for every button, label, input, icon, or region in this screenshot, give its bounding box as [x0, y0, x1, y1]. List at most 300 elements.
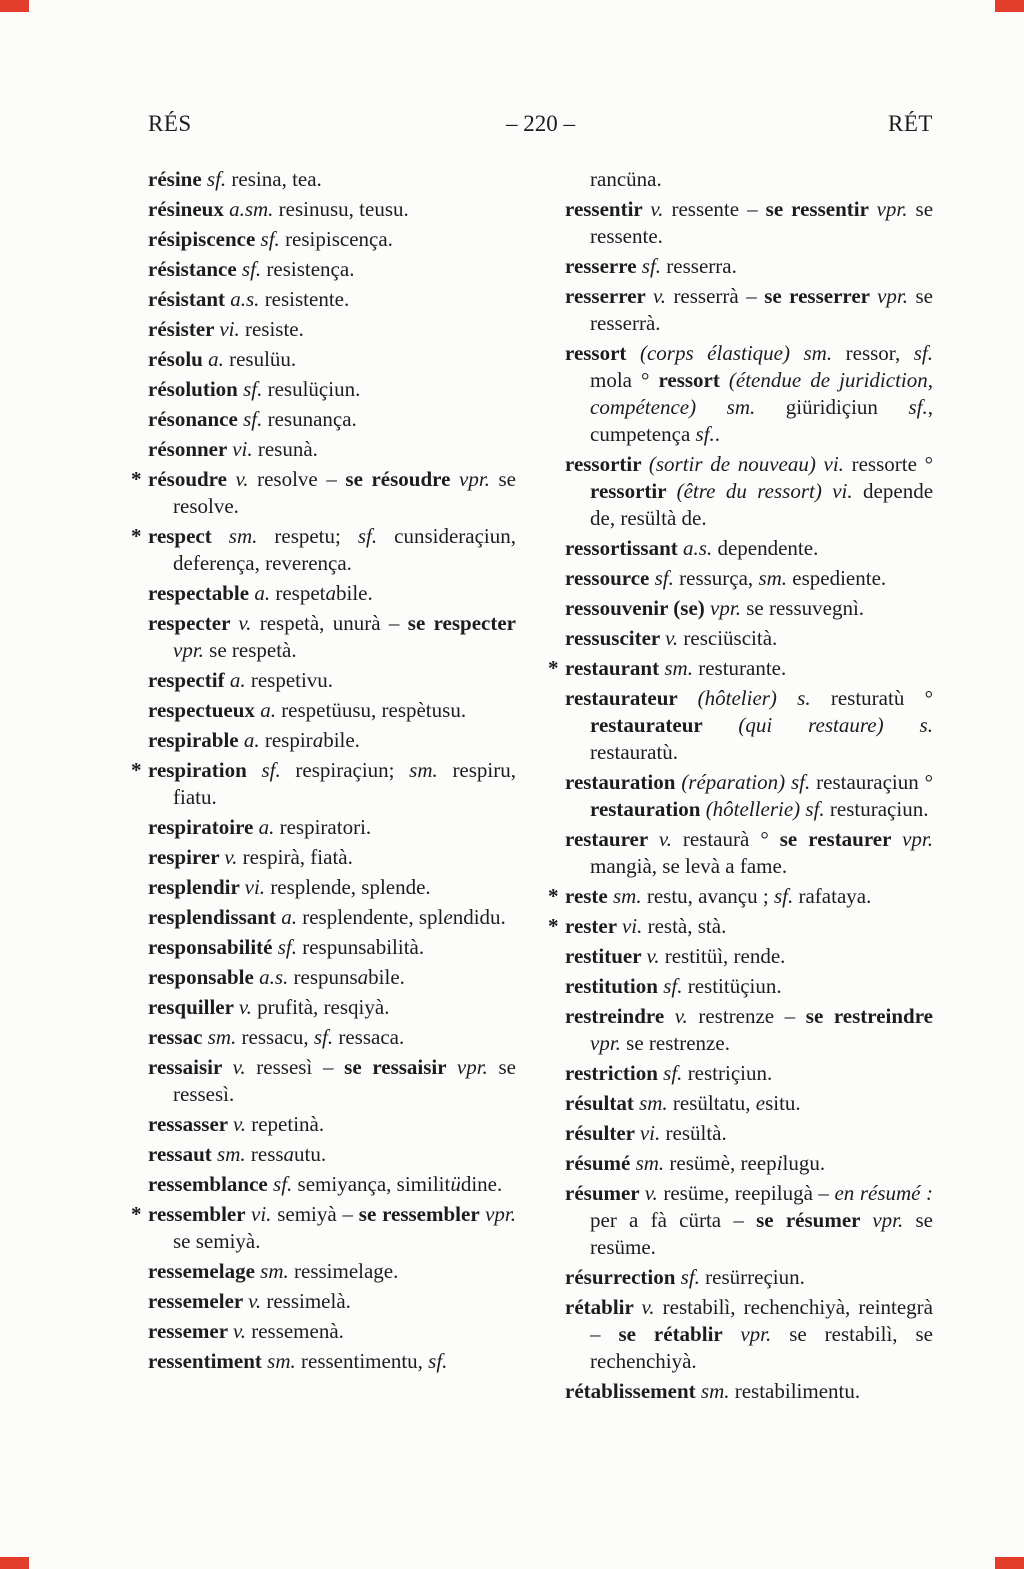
dictionary-entry	[565, 196, 933, 250]
dictionary-entry	[148, 697, 516, 724]
dictionary-entry	[148, 994, 516, 1021]
headword-text: ressemblance	[148, 1172, 274, 1196]
translation-text: resserrà –	[673, 284, 765, 308]
headword-text: ressaut	[148, 1142, 218, 1166]
dictionary-entry	[148, 1024, 516, 1051]
grammar-tag: v.	[238, 611, 260, 635]
headword-text: ressasser	[148, 1112, 233, 1136]
headword-text: restituer	[565, 944, 647, 968]
grammar-tag: a	[283, 1142, 295, 1166]
dictionary-entry	[565, 1120, 933, 1147]
corner-registration-mark-top-left	[0, 0, 29, 12]
dictionary-entry	[148, 346, 516, 373]
translation-text: restauraçiun °	[816, 770, 934, 794]
grammar-tag: v.	[232, 1319, 252, 1343]
translation-text: resturante.	[698, 656, 787, 680]
headword-text: rétablir	[565, 1295, 642, 1319]
translation-text: lugu.	[782, 1151, 826, 1175]
dictionary-entry	[148, 226, 516, 253]
translation-text: resulüçiun.	[267, 377, 361, 401]
dictionary-entry	[565, 625, 933, 652]
headword-text: résolution	[148, 377, 244, 401]
grammar-tag: vpr.	[590, 1031, 627, 1055]
dictionary-entry	[148, 1171, 516, 1198]
dictionary-entry	[148, 667, 516, 694]
grammar-tag: sf.	[913, 341, 934, 365]
translation-text: respetüusu, respètusu.	[281, 698, 467, 722]
translation-text: se resserrà.	[590, 284, 933, 335]
grammar-tag: vpr.	[173, 638, 210, 662]
dictionary-entry	[148, 166, 516, 193]
translation-text: rancüna.	[590, 167, 662, 191]
corner-registration-mark-bottom-left	[0, 1557, 29, 1569]
headword-text: respecter	[148, 611, 239, 635]
headword-text: ressaisir	[148, 1055, 233, 1079]
translation-text: restà, stà.	[647, 914, 727, 938]
grammar-tag: (qui restaure) s.	[738, 713, 933, 737]
dictionary-entry	[148, 1141, 516, 1168]
headword-text: restitution	[565, 974, 664, 998]
grammar-tag: v.	[646, 944, 665, 968]
grammar-tag: a.	[258, 815, 280, 839]
translation-text: , cumpetença	[590, 395, 933, 446]
translation-text: se resolve.	[173, 467, 516, 518]
headword-text: respirer	[148, 845, 225, 869]
grammar-tag: vpr.	[877, 284, 916, 308]
grammar-tag: sf.	[357, 524, 395, 548]
translation-text: utu.	[294, 1142, 327, 1166]
dictionary-entry	[131, 523, 516, 577]
dictionary-entry	[148, 1288, 516, 1315]
dictionary-entry	[565, 826, 933, 880]
headword-text: ressembler	[148, 1202, 251, 1226]
headword-text: rétablissement	[565, 1379, 701, 1403]
headword-text: résulter	[565, 1121, 640, 1145]
translation-text: resunança.	[267, 407, 357, 431]
translation-text: respetà, unurà –	[259, 611, 408, 635]
grammar-tag: sm.	[260, 1259, 294, 1283]
grammar-tag: a	[357, 965, 369, 989]
translation-text: resistença.	[266, 257, 355, 281]
guide-word-left: RÉS	[148, 111, 192, 136]
grammar-tag: sf.	[663, 1061, 688, 1085]
translation-text: resplende, splende.	[270, 875, 431, 899]
headword-text: respectable	[148, 581, 255, 605]
grammar-tag: v.	[641, 1295, 663, 1319]
translation-text: restitüì, rende.	[664, 944, 786, 968]
headword-text: résurrection	[565, 1265, 681, 1289]
headword-text: ressouvenir (se)	[565, 596, 711, 620]
headword-text: ressac	[148, 1025, 208, 1049]
translation-text: ressorte °	[851, 452, 933, 476]
headword-text: se restreindre	[805, 1004, 934, 1028]
headword-text: respectueux	[148, 698, 261, 722]
grammar-tag: sm.	[217, 1142, 251, 1166]
headword-text: se ressembler	[358, 1202, 486, 1226]
translation-text: respiru, fiatu.	[173, 758, 517, 809]
headword-text: se ressentir	[765, 197, 877, 221]
translation-text: bile.	[368, 965, 405, 989]
grammar-tag: a.s.	[259, 965, 294, 989]
headword-text: rester	[565, 914, 622, 938]
grammar-tag: a.sm.	[229, 197, 279, 221]
headword-text: résonance	[148, 407, 244, 431]
translation-text: dependente.	[717, 536, 819, 560]
translation-text: respir	[264, 728, 313, 752]
translation-text: respet	[275, 581, 326, 605]
translation-text: restabilì, rechenchiyà, reintegrà –	[590, 1295, 933, 1346]
grammar-tag: sf.	[206, 167, 232, 191]
dictionary-entry	[565, 283, 933, 337]
dictionary-entry	[148, 1258, 516, 1285]
headword-text: ressentir	[565, 197, 651, 221]
translation-text: mola °	[590, 368, 659, 392]
dictionary-entry	[148, 256, 516, 283]
grammar-tag: sf.	[277, 935, 303, 959]
translation-text: semiyança, similit	[297, 1172, 451, 1196]
page-number: – 220 –	[506, 111, 575, 136]
grammar-tag: vpr.	[902, 827, 934, 851]
headword-text: résolu	[148, 347, 209, 371]
translation-text: resürreçiun.	[705, 1265, 805, 1289]
grammar-tag: en résumé :	[834, 1181, 934, 1205]
dictionary-entry	[565, 595, 933, 622]
translation-text: resistente.	[264, 287, 350, 311]
translation-text: se ressente.	[590, 197, 934, 248]
headword-text: ressort	[565, 341, 640, 365]
grammar-tag: v.	[238, 995, 258, 1019]
grammar-tag: sf.	[908, 395, 928, 419]
translation-text: resturatù °	[830, 686, 933, 710]
headword-text: se resserrer	[764, 284, 878, 308]
grammar-tag: sf.	[243, 377, 268, 401]
grammar-tag: a	[325, 581, 336, 605]
dictionary-entry	[565, 1378, 933, 1405]
translation-text: ressente –	[671, 197, 766, 221]
translation-text: depende de, resültà de.	[590, 479, 934, 530]
translation-text: resipiscença.	[285, 227, 393, 251]
headword-text: restaurant	[565, 656, 665, 680]
headword-text: résonner	[148, 437, 233, 461]
grammar-tag: sf.	[428, 1349, 448, 1373]
translation-text: restitüçiun.	[687, 974, 782, 998]
grammar-tag: (étendue de juridiction, compétence) sm.	[590, 368, 933, 419]
headword-text: restauration	[590, 797, 706, 821]
headword-text: responsable	[148, 965, 260, 989]
headword-text: restauration	[565, 770, 682, 794]
translation-text: ressemenà.	[251, 1319, 344, 1343]
headword-text: restaurateur	[565, 686, 698, 710]
headword-text: se respecter	[407, 611, 517, 635]
dictionary-entry	[565, 973, 933, 1000]
translation-text: resiste.	[244, 317, 304, 341]
dictionary-entry	[148, 610, 516, 664]
dictionary-entry	[148, 1054, 516, 1108]
dictionary-entry	[148, 844, 516, 871]
grammar-tag: a.	[254, 581, 276, 605]
dictionary-entry	[131, 466, 516, 520]
grammar-tag: vpr.	[740, 1322, 790, 1346]
headword-text: résumer	[565, 1181, 645, 1205]
grammar-tag: sf.	[313, 1025, 339, 1049]
grammar-tag: sm.	[207, 1025, 242, 1049]
dictionary-entry	[148, 316, 516, 343]
grammar-tag: v.	[232, 1112, 252, 1136]
grammar-tag: a.s.	[683, 536, 718, 560]
grammar-tag: sm.	[758, 566, 793, 590]
guide-word-right: RÉT	[888, 111, 933, 136]
dictionary-entry	[565, 1090, 933, 1117]
dictionary-entry	[131, 1201, 516, 1255]
headword-text: se restaurer	[779, 827, 903, 851]
headword-text: résipiscence	[148, 227, 261, 251]
grammar-tag: vpr.	[459, 467, 499, 491]
grammar-tag: v.	[232, 1055, 257, 1079]
headword-text: ressemeler	[148, 1289, 249, 1313]
grammar-tag: v.	[644, 1181, 664, 1205]
grammar-tag: sf.	[680, 1265, 706, 1289]
translation-text: resserra.	[666, 254, 737, 278]
grammar-tag: ü	[450, 1172, 461, 1196]
translation-text: restaurà °	[682, 827, 780, 851]
grammar-tag: vi.	[219, 317, 245, 341]
translation-text: resturaçiun.	[829, 797, 929, 821]
asterisk-marker: *	[131, 524, 142, 548]
translation-text: respuns	[293, 965, 358, 989]
grammar-tag: e	[755, 1091, 766, 1115]
grammar-tag: vi.	[639, 1121, 666, 1145]
grammar-tag: v.	[674, 1004, 699, 1028]
translation-text: resciüscità.	[683, 626, 778, 650]
translation-text: respetu;	[274, 524, 358, 548]
translation-text: respiraçiun;	[295, 758, 410, 782]
dictionary-entry	[148, 904, 516, 931]
translation-text: situ.	[765, 1091, 801, 1115]
dictionary-entry	[148, 376, 516, 403]
translation-text: se respetà.	[209, 638, 297, 662]
dictionary-entry	[565, 451, 933, 532]
headword-text: se résoudre	[345, 467, 459, 491]
grammar-tag: sm.	[409, 758, 453, 782]
grammar-tag: sm.	[635, 1151, 670, 1175]
headword-text: respiratoire	[148, 815, 259, 839]
headword-text: reste	[565, 884, 613, 908]
dictionary-entry	[565, 340, 933, 448]
grammar-tag: sf.	[261, 758, 296, 782]
translation-text: resültà.	[665, 1121, 727, 1145]
dictionary-entry	[565, 943, 933, 970]
translation-text: respiratori.	[279, 815, 372, 839]
translation-text: ressacu,	[241, 1025, 314, 1049]
grammar-tag: vpr.	[710, 596, 747, 620]
translation-text: .	[714, 422, 721, 446]
column-left	[131, 166, 517, 1378]
headword-text: résistant	[148, 287, 231, 311]
translation-text: ressentimentu,	[301, 1349, 429, 1373]
grammar-tag: sm.	[664, 656, 699, 680]
grammar-tag: e	[443, 905, 453, 929]
dictionary-entry	[565, 1060, 933, 1087]
dictionary-entry	[548, 883, 933, 910]
headword-text: résumé	[565, 1151, 636, 1175]
grammar-tag: (corps élastique) sm.	[639, 341, 846, 365]
headword-text: restriction	[565, 1061, 664, 1085]
headword-text: se rétablir	[618, 1322, 741, 1346]
grammar-tag: sf.	[663, 974, 688, 998]
translation-text: restu, avançu ;	[646, 884, 774, 908]
asterisk-marker: *	[548, 884, 559, 908]
grammar-tag: v.	[248, 1289, 267, 1313]
grammar-tag: i	[776, 1151, 783, 1175]
translation-text: per a fà cürta –	[590, 1208, 757, 1232]
headword-text: résoudre	[148, 467, 236, 491]
translation-text: resolve –	[257, 467, 346, 491]
grammar-tag: (hôtellerie) sf.	[705, 797, 830, 821]
translation-text: ressimelage.	[294, 1259, 399, 1283]
grammar-tag: sf.	[260, 227, 286, 251]
headword-text: se résumer	[756, 1208, 873, 1232]
asterisk-marker: *	[131, 1202, 142, 1226]
dictionary-entry	[148, 1348, 516, 1375]
translation-text: giüridiçiun	[785, 395, 909, 419]
translation-text: resunà.	[257, 437, 318, 461]
dictionary-entry	[548, 655, 933, 682]
translation-text: repetinà.	[251, 1112, 325, 1136]
grammar-tag: sf.	[641, 254, 667, 278]
corner-registration-mark-top-right	[995, 0, 1024, 12]
headword-text: respirable	[148, 728, 244, 752]
translation-text: ressesì –	[256, 1055, 345, 1079]
translation-text: ressurça,	[679, 566, 759, 590]
headword-text: resplendissant	[148, 905, 282, 929]
translation-text: prufità, resqiyà.	[257, 995, 390, 1019]
translation-text: resümè, reep	[669, 1151, 777, 1175]
dictionary-entry	[565, 1180, 933, 1261]
dictionary-entry	[148, 934, 516, 961]
dictionary-entry	[148, 196, 516, 223]
dictionary-entry	[565, 1294, 933, 1375]
translation-text: resinusu, teusu.	[278, 197, 409, 221]
grammar-tag: sf.	[273, 1172, 298, 1196]
translation-text: se restrenze.	[626, 1031, 730, 1055]
grammar-tag: v.	[658, 827, 683, 851]
headword-text: ressusciter	[565, 626, 666, 650]
dictionary-entry	[148, 964, 516, 991]
dictionary-entry	[131, 757, 517, 811]
translation-text: se ressesì.	[173, 1055, 516, 1106]
headword-text: resserre	[565, 254, 642, 278]
headword-text: se ressaisir	[344, 1055, 457, 1079]
translation-text: resplendente, spl	[302, 905, 444, 929]
headword-text: ressortissant	[565, 536, 684, 560]
dictionary-entry	[148, 1111, 516, 1138]
headword-text: ressemelage	[148, 1259, 261, 1283]
translation-text: respetivu.	[250, 668, 334, 692]
grammar-tag: a.	[243, 728, 265, 752]
headword-text: ressentiment	[148, 1349, 268, 1373]
grammar-tag: (être du ressort) vi.	[676, 479, 864, 503]
headword-text: ressource	[565, 566, 655, 590]
grammar-tag: a.	[260, 698, 282, 722]
dictionary-entry	[565, 769, 933, 823]
translation-text: semiyà –	[277, 1202, 359, 1226]
headword-text: résineux	[148, 197, 230, 221]
column-right	[548, 166, 934, 1408]
dictionary-entry	[548, 913, 933, 940]
translation-text: se resüme.	[590, 1208, 933, 1259]
translation-text: restriçiun.	[687, 1061, 773, 1085]
dictionary-entry	[565, 535, 933, 562]
grammar-tag: sf.	[654, 566, 680, 590]
headword-text: resplendir	[148, 875, 245, 899]
headword-text: ressemer	[148, 1319, 233, 1343]
grammar-tag: a.	[208, 347, 230, 371]
dictionary-entry	[148, 406, 516, 433]
grammar-tag: (réparation) sf.	[681, 770, 817, 794]
headword-text: ressort	[658, 368, 729, 392]
asterisk-marker: *	[131, 467, 142, 491]
translation-text: ress	[250, 1142, 284, 1166]
translation-text: ressimelà.	[266, 1289, 351, 1313]
asterisk-marker: *	[548, 914, 559, 938]
asterisk-marker: *	[131, 758, 142, 782]
grammar-tag: (sortir de nouveau) vi.	[648, 452, 852, 476]
translation-text: respunsabilità.	[302, 935, 425, 959]
headword-text: résultat	[565, 1091, 640, 1115]
translation-text: se ressuvegnì.	[746, 596, 865, 620]
headword-text: résistance	[148, 257, 242, 281]
dictionary-entry	[148, 580, 516, 607]
grammar-tag: vi.	[244, 875, 271, 899]
grammar-tag: sm.	[228, 524, 275, 548]
grammar-tag: vpr.	[485, 1202, 516, 1226]
corner-registration-mark-bottom-right	[995, 1557, 1024, 1569]
grammar-tag: vpr.	[872, 1208, 916, 1232]
dictionary-entry	[565, 565, 933, 592]
grammar-tag: a.	[229, 668, 251, 692]
translation-text: resüme, reepilugà –	[663, 1181, 835, 1205]
grammar-tag: sm.	[639, 1091, 673, 1115]
translation-text: restauratù.	[590, 740, 679, 764]
headword-text: resquiller	[148, 995, 239, 1019]
headword-text: restaurateur	[590, 713, 739, 737]
grammar-tag: sf.	[241, 257, 267, 281]
headword-text: résister	[148, 317, 220, 341]
grammar-tag: vpr.	[456, 1055, 499, 1079]
entry-continuation-line	[565, 166, 933, 193]
grammar-tag: v.	[224, 845, 243, 869]
grammar-tag: a.	[281, 905, 303, 929]
translation-text: rafataya.	[798, 884, 872, 908]
headword-text: resserrer	[565, 284, 653, 308]
translation-text: espediente.	[792, 566, 887, 590]
grammar-tag: a.s.	[230, 287, 265, 311]
dictionary-entry	[148, 814, 516, 841]
translation-text: mangià, se levà a fame.	[590, 854, 788, 878]
grammar-tag: sm.	[700, 1379, 735, 1403]
headword-text: restaurer	[565, 827, 659, 851]
headword-text: respiration	[148, 758, 262, 782]
asterisk-marker: *	[548, 656, 559, 680]
grammar-tag: v.	[650, 197, 672, 221]
translation-text: restrenze –	[698, 1004, 806, 1028]
translation-text: resültatu,	[672, 1091, 756, 1115]
translation-text: resina, tea.	[231, 167, 322, 191]
dictionary-entry	[565, 1003, 933, 1057]
headword-text: responsabilité	[148, 935, 278, 959]
grammar-tag: vpr.	[876, 197, 916, 221]
translation-text: bile.	[336, 581, 373, 605]
